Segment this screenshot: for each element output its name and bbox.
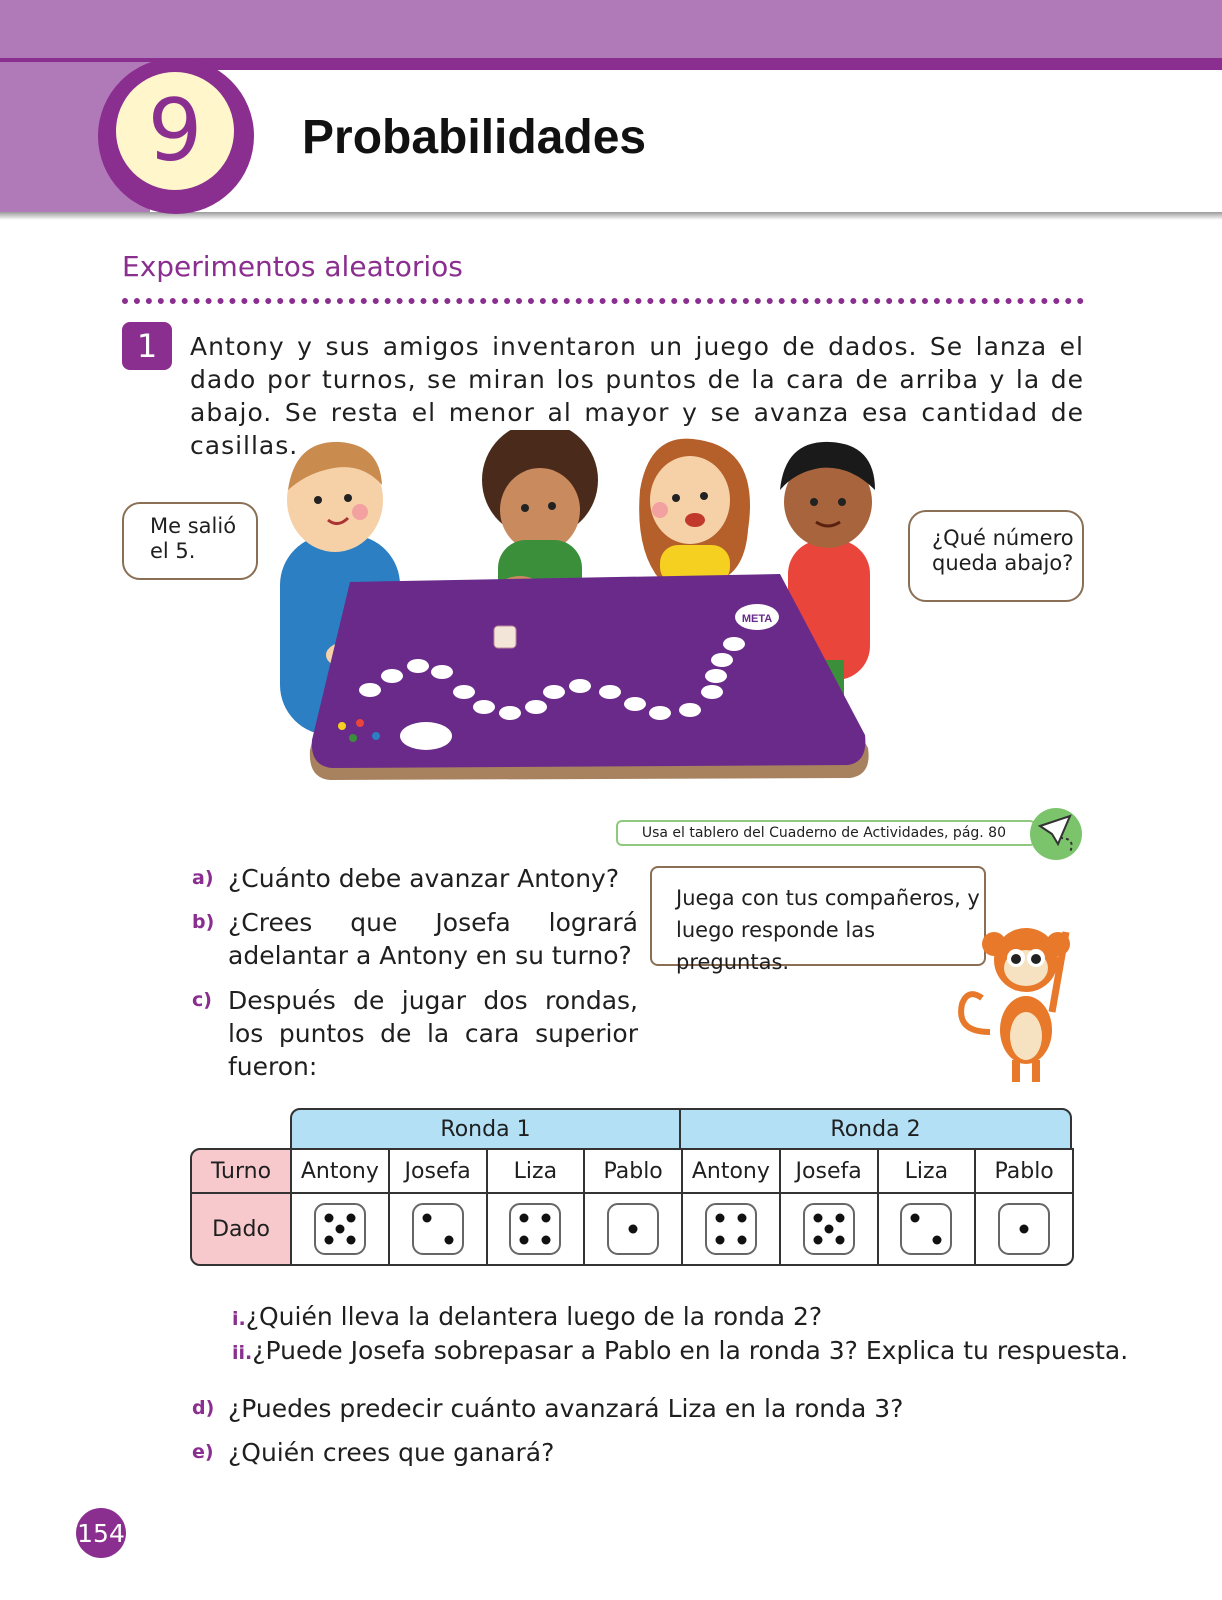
question-i-text: ¿Quién lleva la delantera luego de la ronda 2?	[245, 1302, 823, 1331]
paper-plane-icon	[1030, 808, 1082, 860]
die-outline	[413, 1204, 463, 1254]
chapter-number: 9	[116, 72, 234, 190]
die-pip	[737, 1236, 746, 1245]
bubble-left-line1: Me salió	[150, 514, 237, 538]
question-b-label: b)	[192, 911, 215, 933]
die-face-5	[313, 1202, 367, 1256]
question-c	[192, 984, 638, 1083]
monkey-mascot	[956, 922, 1086, 1086]
question-b	[192, 906, 638, 972]
die-face-4	[704, 1202, 758, 1256]
helper-speech-bubble	[650, 866, 986, 974]
die-face-5	[802, 1202, 856, 1256]
die-pip	[911, 1214, 920, 1223]
question-ii	[232, 1336, 1128, 1365]
question-e	[192, 1436, 1092, 1469]
die-cell-7	[974, 1192, 1074, 1266]
die-pip	[715, 1236, 724, 1245]
die-pip	[324, 1236, 333, 1245]
die-face-4	[508, 1202, 562, 1256]
activity-book-note: Usa el tablero del Cuaderno de Actividades, pág. 80	[616, 820, 1036, 846]
die-pip	[542, 1236, 551, 1245]
speech-bubble-antony	[122, 502, 258, 580]
player-header-7: Pablo	[974, 1148, 1074, 1194]
game-board	[310, 574, 869, 780]
bubble-right-line2: queda abajo?	[932, 551, 1074, 575]
board-goal-label: META	[741, 613, 773, 625]
round-2-header: Ronda 2	[679, 1108, 1072, 1150]
player-header-3: Pablo	[583, 1148, 683, 1194]
page-number: 154	[76, 1508, 126, 1558]
row-header-die: Dado	[190, 1192, 292, 1266]
board-game-illustration	[120, 430, 1086, 810]
section-divider	[122, 298, 1084, 304]
die-pip	[933, 1236, 942, 1245]
question-d	[192, 1392, 1092, 1425]
round-1-header: Ronda 1	[290, 1108, 681, 1150]
die-face-1	[997, 1202, 1051, 1256]
die-pip	[444, 1236, 453, 1245]
helper-line1: Juega con tus compañeros, y	[676, 886, 980, 910]
header-band	[0, 0, 1222, 62]
die-cell-6	[877, 1192, 977, 1266]
die-cell-2	[486, 1192, 586, 1266]
question-a-label: a)	[192, 867, 214, 889]
die-pip	[324, 1214, 333, 1223]
die-outline	[510, 1204, 560, 1254]
question-e-text: ¿Quién crees que ganará?	[228, 1438, 555, 1467]
exercise-intro: Antony y sus amigos inventaron un juego de dados. Se lanza el dado por turnos, se miran los puntos de la cara de arriba y la de abajo. Se resta el menor al mayor y se avanza esa cantidad de casillas.	[190, 332, 1084, 460]
die-pip	[737, 1214, 746, 1223]
player-header-1: Josefa	[388, 1148, 488, 1194]
chapter-title: Probabilidades	[302, 111, 647, 164]
player-header-4: Antony	[681, 1148, 781, 1194]
question-c-label: c)	[192, 989, 212, 1011]
die-pip	[715, 1214, 724, 1223]
bubble-right-line1: ¿Qué número	[932, 526, 1074, 550]
die-pip	[835, 1236, 844, 1245]
die-cell-5	[779, 1192, 879, 1266]
die-face-1	[606, 1202, 660, 1256]
die-pip	[346, 1236, 355, 1245]
die-cell-1	[388, 1192, 488, 1266]
die-face-2	[899, 1202, 953, 1256]
player-header-0: Antony	[290, 1148, 390, 1194]
question-d-label: d)	[192, 1397, 215, 1419]
die-face-2	[411, 1202, 465, 1256]
bubble-left-line2: el 5.	[150, 539, 196, 563]
die-outline	[901, 1204, 951, 1254]
die-pip	[542, 1214, 551, 1223]
question-a	[192, 862, 652, 895]
row-header-turn: Turno	[190, 1148, 292, 1194]
die-pip	[346, 1214, 355, 1223]
player-header-2: Liza	[486, 1148, 586, 1194]
die-pip	[824, 1225, 833, 1234]
dice-results-table	[190, 1108, 1084, 1276]
die-pip	[422, 1214, 431, 1223]
die-outline	[706, 1204, 756, 1254]
question-c-text: Después de jugar dos rondas, los puntos de la cara superior fueron:	[228, 986, 638, 1081]
question-ii-text: ¿Puede Josefa sobrepasar a Pablo en la ronda 3? Explica tu respuesta.	[252, 1336, 1129, 1365]
exercise-number: 1	[122, 322, 172, 370]
die-pip	[520, 1236, 529, 1245]
die-pip	[629, 1225, 638, 1234]
die-pip	[520, 1214, 529, 1223]
die-icon	[494, 626, 516, 648]
question-b-text: ¿Crees que Josefa logrará adelantar a Antony en su turno?	[228, 908, 638, 970]
die-cell-0	[290, 1192, 390, 1266]
die-pip	[835, 1214, 844, 1223]
player-header-5: Josefa	[779, 1148, 879, 1194]
question-i-label: i.	[232, 1308, 246, 1330]
die-pip	[813, 1214, 822, 1223]
child-liza	[639, 439, 750, 585]
die-pip	[1020, 1225, 1029, 1234]
helper-line2: luego responde las preguntas.	[676, 918, 876, 974]
section-title: Experimentos aleatorios	[122, 250, 463, 283]
die-cell-4	[681, 1192, 781, 1266]
question-e-label: e)	[192, 1441, 214, 1463]
question-ii-label: ii.	[232, 1342, 253, 1364]
question-i	[232, 1302, 822, 1331]
question-a-text: ¿Cuánto debe avanzar Antony?	[228, 864, 620, 893]
player-header-6: Liza	[877, 1148, 977, 1194]
question-d-text: ¿Puedes predecir cuánto avanzará Liza en la ronda 3?	[228, 1394, 904, 1423]
speech-bubble-pablo	[908, 510, 1084, 602]
die-pip	[813, 1236, 822, 1245]
die-cell-3	[583, 1192, 683, 1266]
die-pip	[335, 1225, 344, 1234]
